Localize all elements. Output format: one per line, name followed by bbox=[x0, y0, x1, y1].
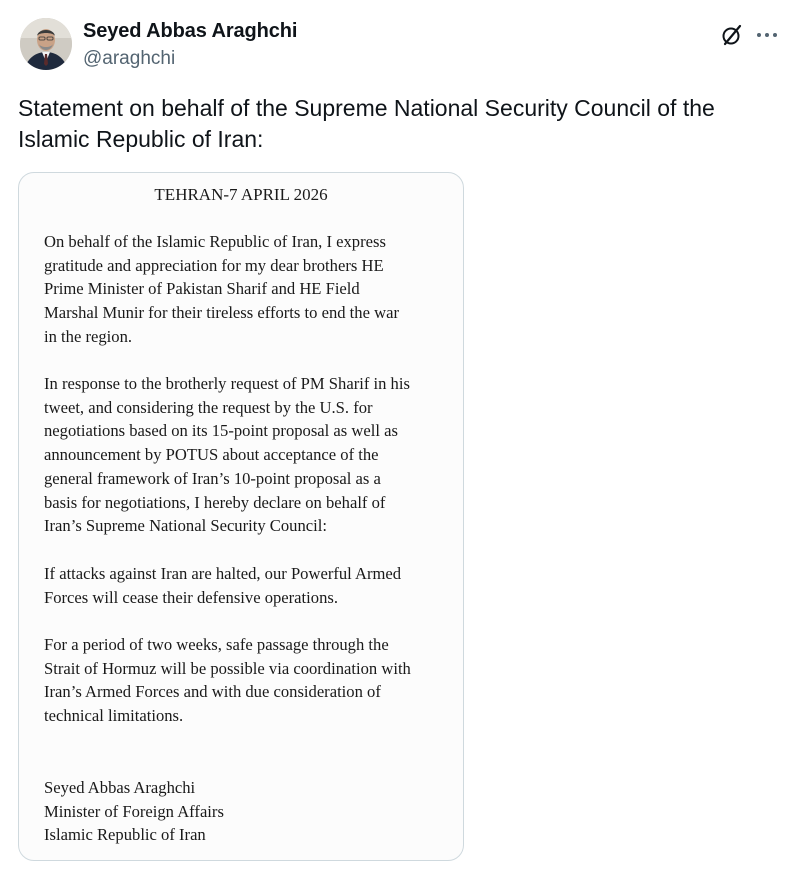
statement-line: general framework of Iran’s 10-point proposal as a bbox=[44, 468, 381, 488]
statement-line: gratitude and appreciation for my dear brothers HE bbox=[44, 255, 384, 275]
statement-line: technical limitations. bbox=[44, 706, 184, 726]
signature-title: Minister of Foreign Affairs bbox=[44, 801, 224, 821]
statement-line: Strait of Hormuz will be possible via coordination with bbox=[44, 658, 411, 678]
statement-line: basis for negotiations, I hereby declare on behalf of bbox=[44, 492, 386, 512]
statement-line: If attacks against Iran are halted, our Powerful Armed bbox=[44, 564, 402, 583]
statement-paragraph bbox=[44, 372, 454, 538]
grok-button[interactable] bbox=[717, 20, 747, 50]
statement-image[interactable] bbox=[18, 172, 464, 861]
statement-signature bbox=[44, 776, 454, 847]
author-handle[interactable]: @araghchi bbox=[83, 48, 176, 69]
statement-line: Prime Minister of Pakistan Sharif and HE Field bbox=[44, 279, 360, 299]
statement-paragraph bbox=[44, 562, 454, 609]
avatar[interactable] bbox=[20, 18, 72, 70]
statement-line: Iran’s Armed Forces and with due consideration of bbox=[44, 682, 381, 702]
tweet-text: Statement on behalf of the Supreme National Security Council of the Islamic Republic of Iran: bbox=[18, 95, 715, 152]
more-horizontal-icon bbox=[756, 31, 778, 39]
statement-dateline: TEHRAN-7 APRIL 2026 bbox=[154, 185, 328, 204]
statement-line: Forces will cease their defensive operations. bbox=[44, 587, 338, 607]
statement-line: For a period of two weeks, safe passage through the bbox=[44, 635, 389, 654]
signature-name: Seyed Abbas Araghchi bbox=[44, 778, 196, 797]
statement-line: Iran’s Supreme National Security Council: bbox=[44, 516, 327, 536]
statement-line: Marshal Munir for their tireless efforts to end the war bbox=[44, 303, 399, 323]
avatar-portrait bbox=[20, 18, 72, 70]
statement-line: tweet, and considering the request by the U.S. for bbox=[44, 397, 373, 417]
statement-line: announcement by POTUS about acceptance of the bbox=[44, 445, 379, 465]
statement-paragraph bbox=[44, 230, 454, 349]
statement-paragraph bbox=[44, 633, 454, 728]
statement-line: In response to the brotherly request of PM Sharif in his bbox=[44, 374, 410, 393]
statement-line: negotiations based on its 15-point proposal as well as bbox=[44, 421, 398, 441]
more-options-button[interactable] bbox=[752, 20, 782, 50]
signature-country: Islamic Republic of Iran bbox=[44, 825, 206, 845]
author-display-name[interactable]: Seyed Abbas Araghchi bbox=[83, 20, 298, 42]
slashed-circle-icon bbox=[720, 23, 744, 47]
statement-line: On behalf of the Islamic Republic of Iran, I express bbox=[44, 232, 386, 251]
statement-line: in the region. bbox=[44, 326, 133, 346]
